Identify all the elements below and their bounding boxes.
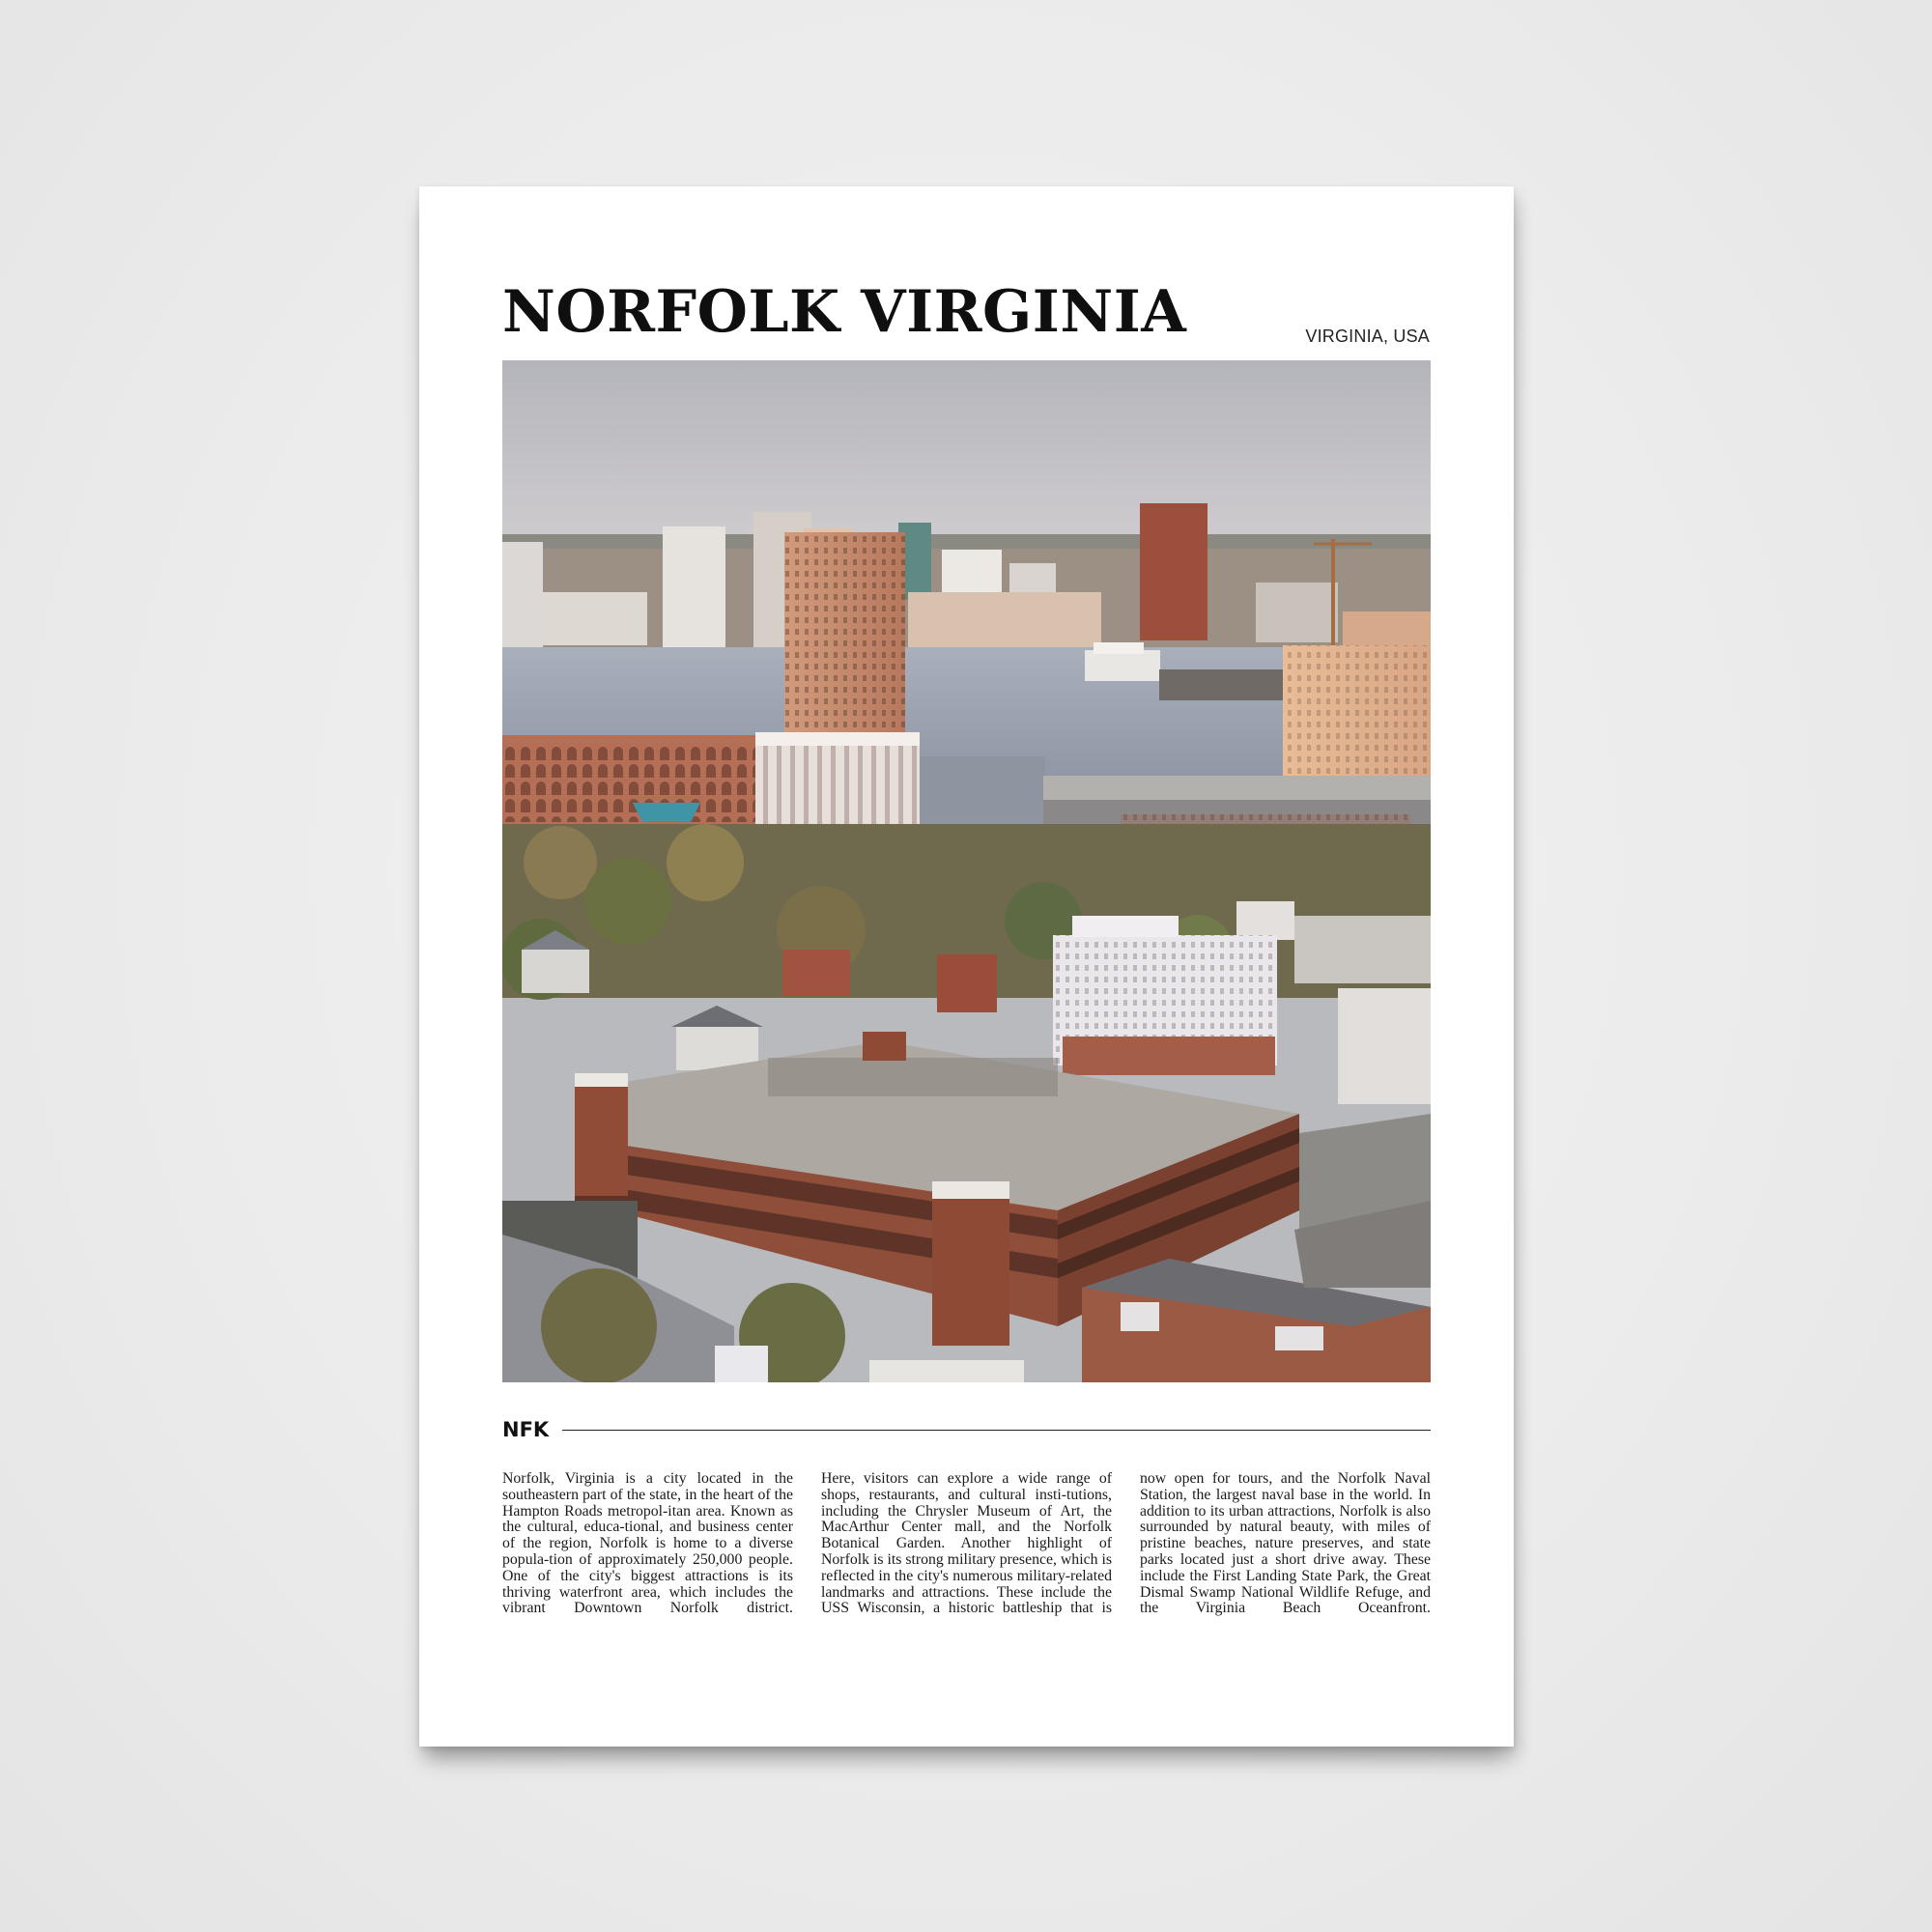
description-column-1: Norfolk, Virginia is a city located in the southeastern part of the state, in the heart of the Hampton Roads metropol-itan area. Known as the cultural, educa-tional, and business center of the region, Norfolk is home to a diverse popula-tion of approximately 250,000 people. One of the city's biggest attractions is its thriving waterfront area, which includes the vibrant Downtown Norfolk district. xyxy=(502,1470,793,1617)
description-column-2: Here, visitors can explore a wide range of shops, restaurants, and cultural insti-tutions, including the Chrysler Museum of Art, the MacArthur Center mall, and the Norfolk Botanical Garden. Another highlight of Norfolk is its strong military presence, which is reflected in the city's numerous military-related landmarks and attractions. These include the USS Wisconsin, a historic battleship that is xyxy=(821,1470,1112,1617)
code-row xyxy=(502,1415,1431,1444)
poster-subtitle: VIRGINIA, USA xyxy=(1305,327,1430,346)
description-column-3: now open for tours, and the Norfolk Naval Station, the largest naval base in the world. In addition to its urban attractions, Norfolk is also surrounded by natural beauty, with miles of pristine beaches, nature preserves, and state parks located just a short drive away. These include the First Landing State Park, the Great Dismal Swamp National Wildlife Refuge, and the Virginia Beach Oceanfront. xyxy=(1140,1470,1431,1617)
poster-title: NORFOLK VIRGINIA xyxy=(502,278,1187,346)
travel-poster xyxy=(419,186,1514,1747)
city-code: NFK xyxy=(502,1418,550,1441)
divider-line xyxy=(562,1430,1431,1431)
description-columns xyxy=(502,1471,1431,1645)
city-skyline-photo xyxy=(502,360,1431,1382)
